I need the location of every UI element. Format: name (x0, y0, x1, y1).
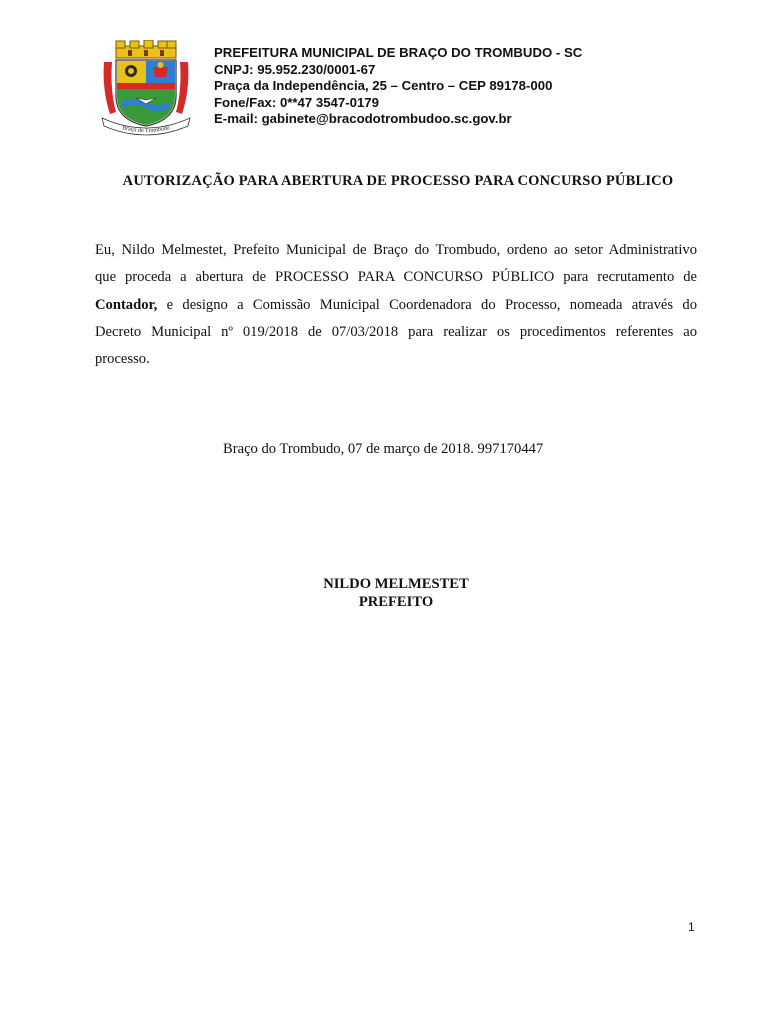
document-title: AUTORIZAÇÃO PARA ABERTURA DE PROCESSO PARA CONCURSO PÚBLICO (122, 173, 674, 189)
signer-title: PREFEITO (358, 593, 434, 610)
letterhead-address: Praça da Independência, 25 – Centro – CEP 89178-000 (214, 78, 553, 94)
signer-name: NILDO MELMESTET (323, 576, 469, 592)
body-text-part1: Eu, Nildo Melmestet, Prefeito Municipal de Braço do Trombudo, ordeno ao setor Administrativo que proceda a abertura de PROCESSO PARA CONCURSO PÚBLICO para recrutamento de (95, 242, 697, 286)
letterhead-phone: Fone/Fax: 0**47 3547-0179 (214, 94, 379, 110)
crest-motto: Braço do Trombudo (121, 124, 171, 135)
page-number: 1 (688, 920, 695, 934)
date-line: Braço do Trombudo, 07 de março de 2018. 997170447 (223, 441, 544, 457)
body-text-role: Contador, (95, 296, 158, 313)
letterhead-email: E-mail: gabinete@bracodotrombudoo.sc.gov.br (214, 111, 512, 127)
letterhead-cnpj: CNPJ: 95.952.230/0001-67 (214, 61, 376, 77)
letterhead-org-name: PREFEITURA MUNICIPAL DE BRAÇO DO TROMBUDO - SC (214, 45, 583, 60)
body-text-part2: e designo a Comissão Municipal Coordenadora do Processo, nomeada através do Decreto Municipal nº 019/2018 de 07/03/2018 para realizar os procedimentos referentes ao processo. (95, 296, 697, 368)
document-body (95, 237, 697, 373)
crest-ribbon-left-icon (104, 62, 116, 114)
crest-ribbon-right-icon (176, 62, 188, 114)
crest-crown-icon (116, 40, 176, 58)
crest-shield-icon (116, 60, 176, 126)
signature-block (0, 576, 770, 611)
municipal-crest-logo (100, 40, 192, 136)
letterhead (214, 45, 582, 128)
body-paragraph (95, 237, 697, 373)
